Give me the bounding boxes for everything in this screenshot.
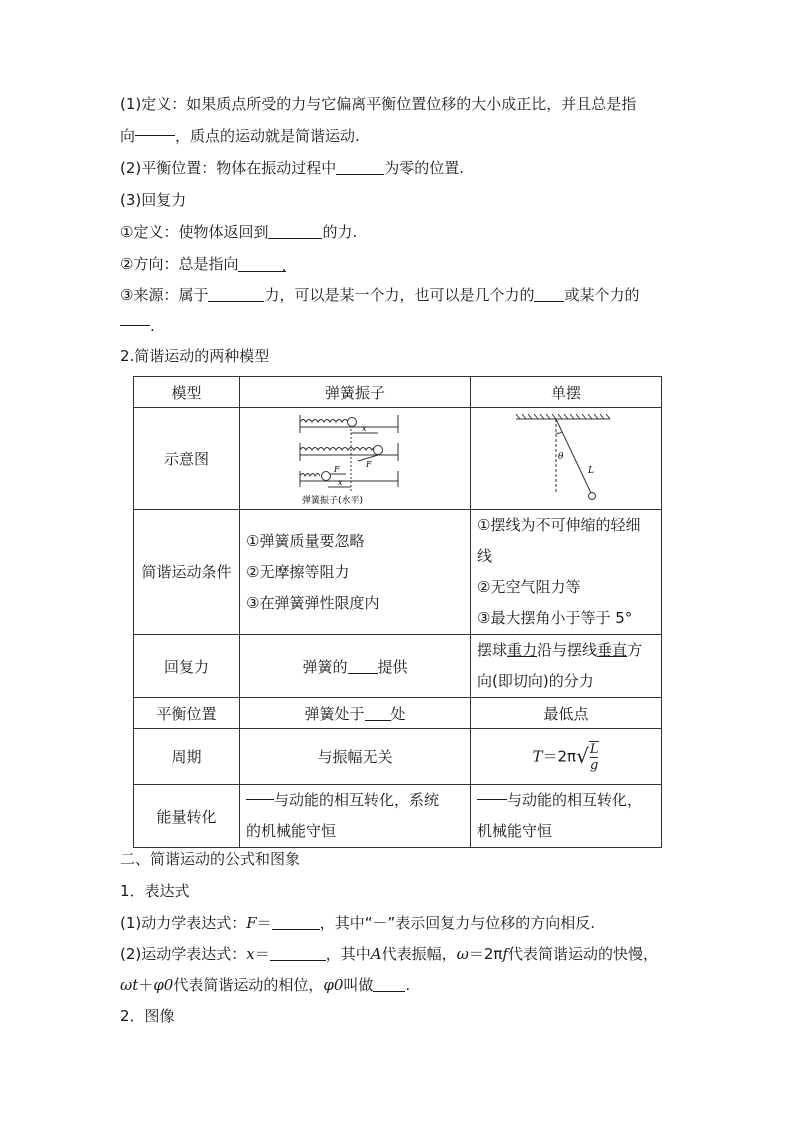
spring-energy: [240, 785, 471, 848]
pendulum-diagram: [506, 411, 626, 507]
period-label: 周期: [134, 729, 240, 785]
restoring-label: 回复力: [134, 635, 240, 698]
restore-src-d: .: [150, 317, 155, 335]
spring-F-label-2: F: [334, 464, 340, 474]
models-table: [133, 376, 662, 848]
spring-period: 与振幅无关: [240, 729, 471, 785]
answer-blank: [238, 256, 287, 275]
pendulum-theta-label: θ: [558, 451, 564, 462]
spring-x-label: x: [362, 423, 367, 433]
answer-blank: [272, 914, 320, 930]
equil-text-b: 为零的位置.: [384, 159, 465, 177]
answer-blank: [477, 799, 507, 800]
spring-energy-1: 与动能的相互转化，系统: [246, 785, 464, 816]
pend-restore-line-2: 向(即切向)的分力: [477, 672, 594, 690]
answer-blank: [336, 159, 384, 175]
expression-title: 1．表达式: [120, 882, 190, 900]
section-2-title: 二、简谐运动的公式和图象: [120, 850, 301, 868]
equilibrium-line: [120, 158, 464, 178]
spring-energy-2: 的机械能守恒: [246, 822, 337, 840]
definition-line-2: [120, 126, 360, 146]
pendulum-conditions: [471, 510, 662, 635]
answer-blank: [246, 799, 274, 800]
spring-conditions: [240, 510, 471, 635]
pendulum-restoring: [471, 635, 662, 698]
restoring-def-line: [120, 222, 357, 242]
answer-blank: [365, 705, 391, 721]
pend-restore-line-1: 摆球重力沿与摆线垂直方: [477, 641, 643, 659]
pend-cond-1: ①摆线为不可伸缩的轻细: [477, 516, 641, 534]
restoring-source-line-2: [120, 316, 155, 336]
header-model: 模型: [134, 377, 240, 408]
phase-line: ωt＋φ0代表简谐运动的相位，φ0叫做 .: [120, 976, 411, 994]
answer-blank: [373, 976, 405, 992]
pend-cond-4: ③最大摆角小于等于 5°: [477, 609, 633, 627]
table-row-energy: [134, 785, 662, 848]
equilibrium-label: 平衡位置: [134, 698, 240, 729]
dynamics-expression-line: (1)动力学表达式：F＝ ，其中“－”表示回复力与位移的方向相反.: [120, 914, 595, 932]
pendulum-period-formula: T＝2π√ $\frac{L}{g}$: [471, 729, 662, 785]
answer-blank: [270, 945, 326, 961]
table-row-period: [134, 729, 662, 785]
restore-dir-b: .: [281, 257, 287, 275]
table-header-row: [134, 377, 662, 408]
spring-equilibrium: 弹簧处于 处: [240, 698, 471, 729]
restoring-dir-line: [120, 254, 286, 274]
restore-def-b: 的力.: [322, 223, 358, 241]
spring-cond-2: ②无摩擦等阻力: [246, 562, 350, 581]
restore-def-a: ①定义：使物体返回到: [120, 223, 269, 241]
answer-blank: [348, 658, 378, 674]
restore-src-a: ③来源：属于: [120, 286, 209, 304]
restore-src-c: 或某个力的: [564, 286, 640, 304]
pendulum-diagram-cell: [471, 408, 662, 510]
pendulum-equilibrium: 最低点: [471, 698, 662, 729]
table-row-diagram: [134, 408, 662, 510]
definition-line-1: (1)定义：如果质点所受的力与它偏离平衡位置位移的大小成正比，并且总是指: [120, 95, 637, 113]
answer-blank: [208, 286, 264, 302]
spring-cond-1: ①弹簧质量要忽略: [246, 531, 365, 550]
energy-label: 能量转化: [134, 785, 240, 848]
restoring-source-line: [120, 285, 639, 305]
spring-restoring: 弹簧的 提供: [240, 635, 471, 698]
graph-title: 2．图像: [120, 1007, 175, 1025]
diagram-label: 示意图: [134, 408, 240, 510]
answer-blank: [135, 135, 175, 136]
restoring-force-title: (3)回复力: [120, 191, 187, 209]
table-row-conditions: [134, 510, 662, 635]
spring-x-label-2: x: [338, 477, 343, 487]
pendulum-L-label: L: [588, 465, 594, 476]
answer-blank: [534, 286, 564, 302]
spring-F-label: F: [366, 459, 372, 469]
answer-blank: [268, 223, 322, 239]
restore-src-b: 力，可以是某一个力，也可以是几个力的: [264, 286, 535, 304]
conditions-label: 简谐运动条件: [134, 510, 240, 635]
header-pendulum: 单摆: [471, 377, 662, 408]
header-spring: 弹簧振子: [240, 377, 471, 408]
table-row-equilibrium: [134, 698, 662, 729]
restore-dir-a: ②方向：总是指向: [120, 255, 239, 273]
def-text-b: ，质点的运动就是简谐运动.: [175, 127, 360, 145]
spring-cond-3: ③在弹簧弹性限度内: [246, 593, 380, 612]
pendulum-energy: [471, 785, 662, 848]
pend-energy-1: 与动能的相互转化，: [477, 785, 655, 816]
spring-diagram-cell: [240, 408, 471, 510]
two-models-title: 2.简谐运动的两种模型: [120, 347, 270, 365]
pend-cond-2: 线: [477, 547, 493, 565]
answer-blank: [120, 325, 150, 326]
pend-energy-2: 机械能守恒: [477, 822, 553, 840]
spring-caption: 弹簧振子(水平): [302, 495, 364, 506]
def-text-a: 向: [120, 127, 136, 145]
equil-text-a: (2)平衡位置：物体在振动过程中: [120, 159, 337, 177]
spring-oscillator-diagram: [290, 411, 420, 507]
kinematics-expression-line: (2)运动学表达式：x＝ ，其中A代表振幅，ω＝2πf代表简谐运动的快慢，: [120, 945, 658, 963]
table-row-restoring: [134, 635, 662, 698]
pend-cond-3: ②无空气阻力等: [477, 578, 581, 596]
